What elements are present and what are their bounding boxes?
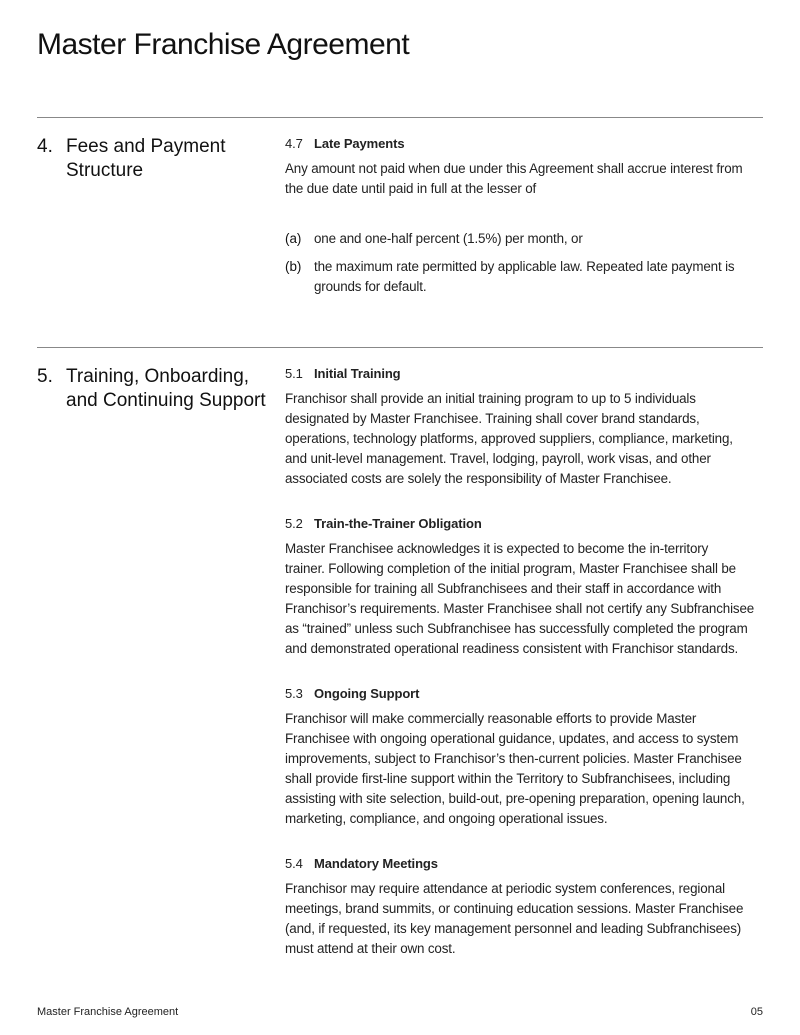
- section-title-line: Structure: [66, 160, 144, 181]
- list-item: [285, 229, 763, 249]
- section-title-line: and Continuing Support: [66, 390, 266, 411]
- subsection-number: 5.3: [285, 686, 303, 701]
- paragraph-line: as “trained” unless such Subfranchisee has successfully completed the program: [285, 621, 748, 636]
- subsection-title: Train-the-Trainer Obligation: [314, 516, 482, 531]
- subsection-title: Late Payments: [314, 136, 405, 151]
- paragraph-line: (and, if requested, its key management personnel and leading Subfranchisees): [285, 921, 742, 936]
- paragraph-line: Master Franchisee acknowledges it is expected to become the in-territory: [285, 541, 709, 556]
- footer-title: Master Franchise Agreement: [37, 1006, 179, 1018]
- subsection-heading: [285, 855, 763, 873]
- paragraph-line: Franchisor shall provide an initial training program to up to 5 individuals: [285, 391, 696, 406]
- section-number: 5.: [37, 366, 53, 387]
- section-number: 4.: [37, 136, 53, 157]
- paragraph-line: designated by Master Franchisee. Training shall cover brand standards,: [285, 411, 700, 426]
- paragraph-line: improvements, subject to Franchisor’s then-current policies. Master Franchisee: [285, 751, 742, 766]
- subsection-heading: [285, 515, 763, 533]
- subsection-title: Mandatory Meetings: [314, 856, 438, 871]
- paragraph-line: must attend at their own cost.: [285, 941, 456, 956]
- divider: [37, 347, 763, 348]
- subsection: [285, 365, 763, 489]
- paragraph-line: associated costs are solely the responsibility of Master Franchisee.: [285, 471, 672, 486]
- paragraph-line: assisting with site selection, build-out, pre-opening preparation, opening launch,: [285, 791, 745, 806]
- section-body: [285, 365, 763, 985]
- list-item-line: one and one-half percent (1.5%) per month, or: [314, 231, 583, 246]
- paragraph-line: Franchisor’s requirements. Master Franchisee shall not certify any Subfranchisee: [285, 601, 755, 616]
- subsection-number: 4.7: [285, 136, 303, 151]
- paragraph-line: shall provide first-line support within the Territory to Subfranchisees, including: [285, 771, 731, 786]
- subsection-heading: [285, 365, 763, 383]
- list-item-line: grounds for default.: [314, 279, 427, 294]
- section-title-line: Fees and Payment: [66, 136, 226, 157]
- page-number: 05: [750, 1006, 763, 1018]
- subsection: [285, 515, 763, 659]
- paragraph-line: Franchisor will make commercially reasonable efforts to provide Master: [285, 711, 697, 726]
- paragraph-line: responsible for training all Subfranchisees and their staff in accordance with: [285, 581, 722, 596]
- subsection: [285, 855, 763, 959]
- list-marker: (b): [285, 259, 302, 274]
- subsection-title: Ongoing Support: [314, 686, 420, 701]
- section-title-line: Training, Onboarding,: [66, 366, 250, 387]
- subsection: [285, 135, 763, 297]
- subsection-title: Initial Training: [314, 366, 401, 381]
- section-title: [66, 365, 266, 413]
- paragraph-line: trainer. Following completion of the initial program, Master Franchisee shall be: [285, 561, 736, 576]
- section-title: [66, 135, 225, 183]
- paragraph-line: marketing, compliance, and ongoing operational issues.: [285, 811, 608, 826]
- paragraph-line: Any amount not paid when due under this Agreement shall accrue interest from: [285, 161, 743, 176]
- subsection: [285, 685, 763, 829]
- paragraph-line: Franchisee with ongoing operational guidance, updates, and access to system: [285, 731, 739, 746]
- subsection-number: 5.1: [285, 366, 303, 381]
- paragraph-line: operations, technology platforms, approved suppliers, compliance, marketing,: [285, 431, 733, 446]
- paragraph-line: and unit-level management. Travel, lodging, payroll, work visas, and other: [285, 451, 711, 466]
- paragraph-line: Franchisor may require attendance at periodic system conferences, regional: [285, 881, 725, 896]
- list-item-line: the maximum rate permitted by applicable law. Repeated late payment is: [314, 259, 735, 274]
- subsection-number: 5.4: [285, 856, 303, 871]
- subsection-heading: [285, 685, 763, 703]
- paragraph-line: and demonstrated operational readiness consistent with Franchisor standards.: [285, 641, 739, 656]
- subsection-number: 5.2: [285, 516, 303, 531]
- divider: [37, 117, 763, 118]
- list-item: [285, 257, 763, 297]
- subsection-heading: [285, 135, 763, 153]
- page-title: Master Franchise Agreement: [37, 28, 410, 61]
- section-body: [285, 135, 763, 323]
- paragraph-line: meetings, brand summits, or continuing education sessions. Master Franchisee: [285, 901, 744, 916]
- paragraph-line: the due date until paid in full at the lesser of: [285, 181, 537, 196]
- list-marker: (a): [285, 231, 302, 246]
